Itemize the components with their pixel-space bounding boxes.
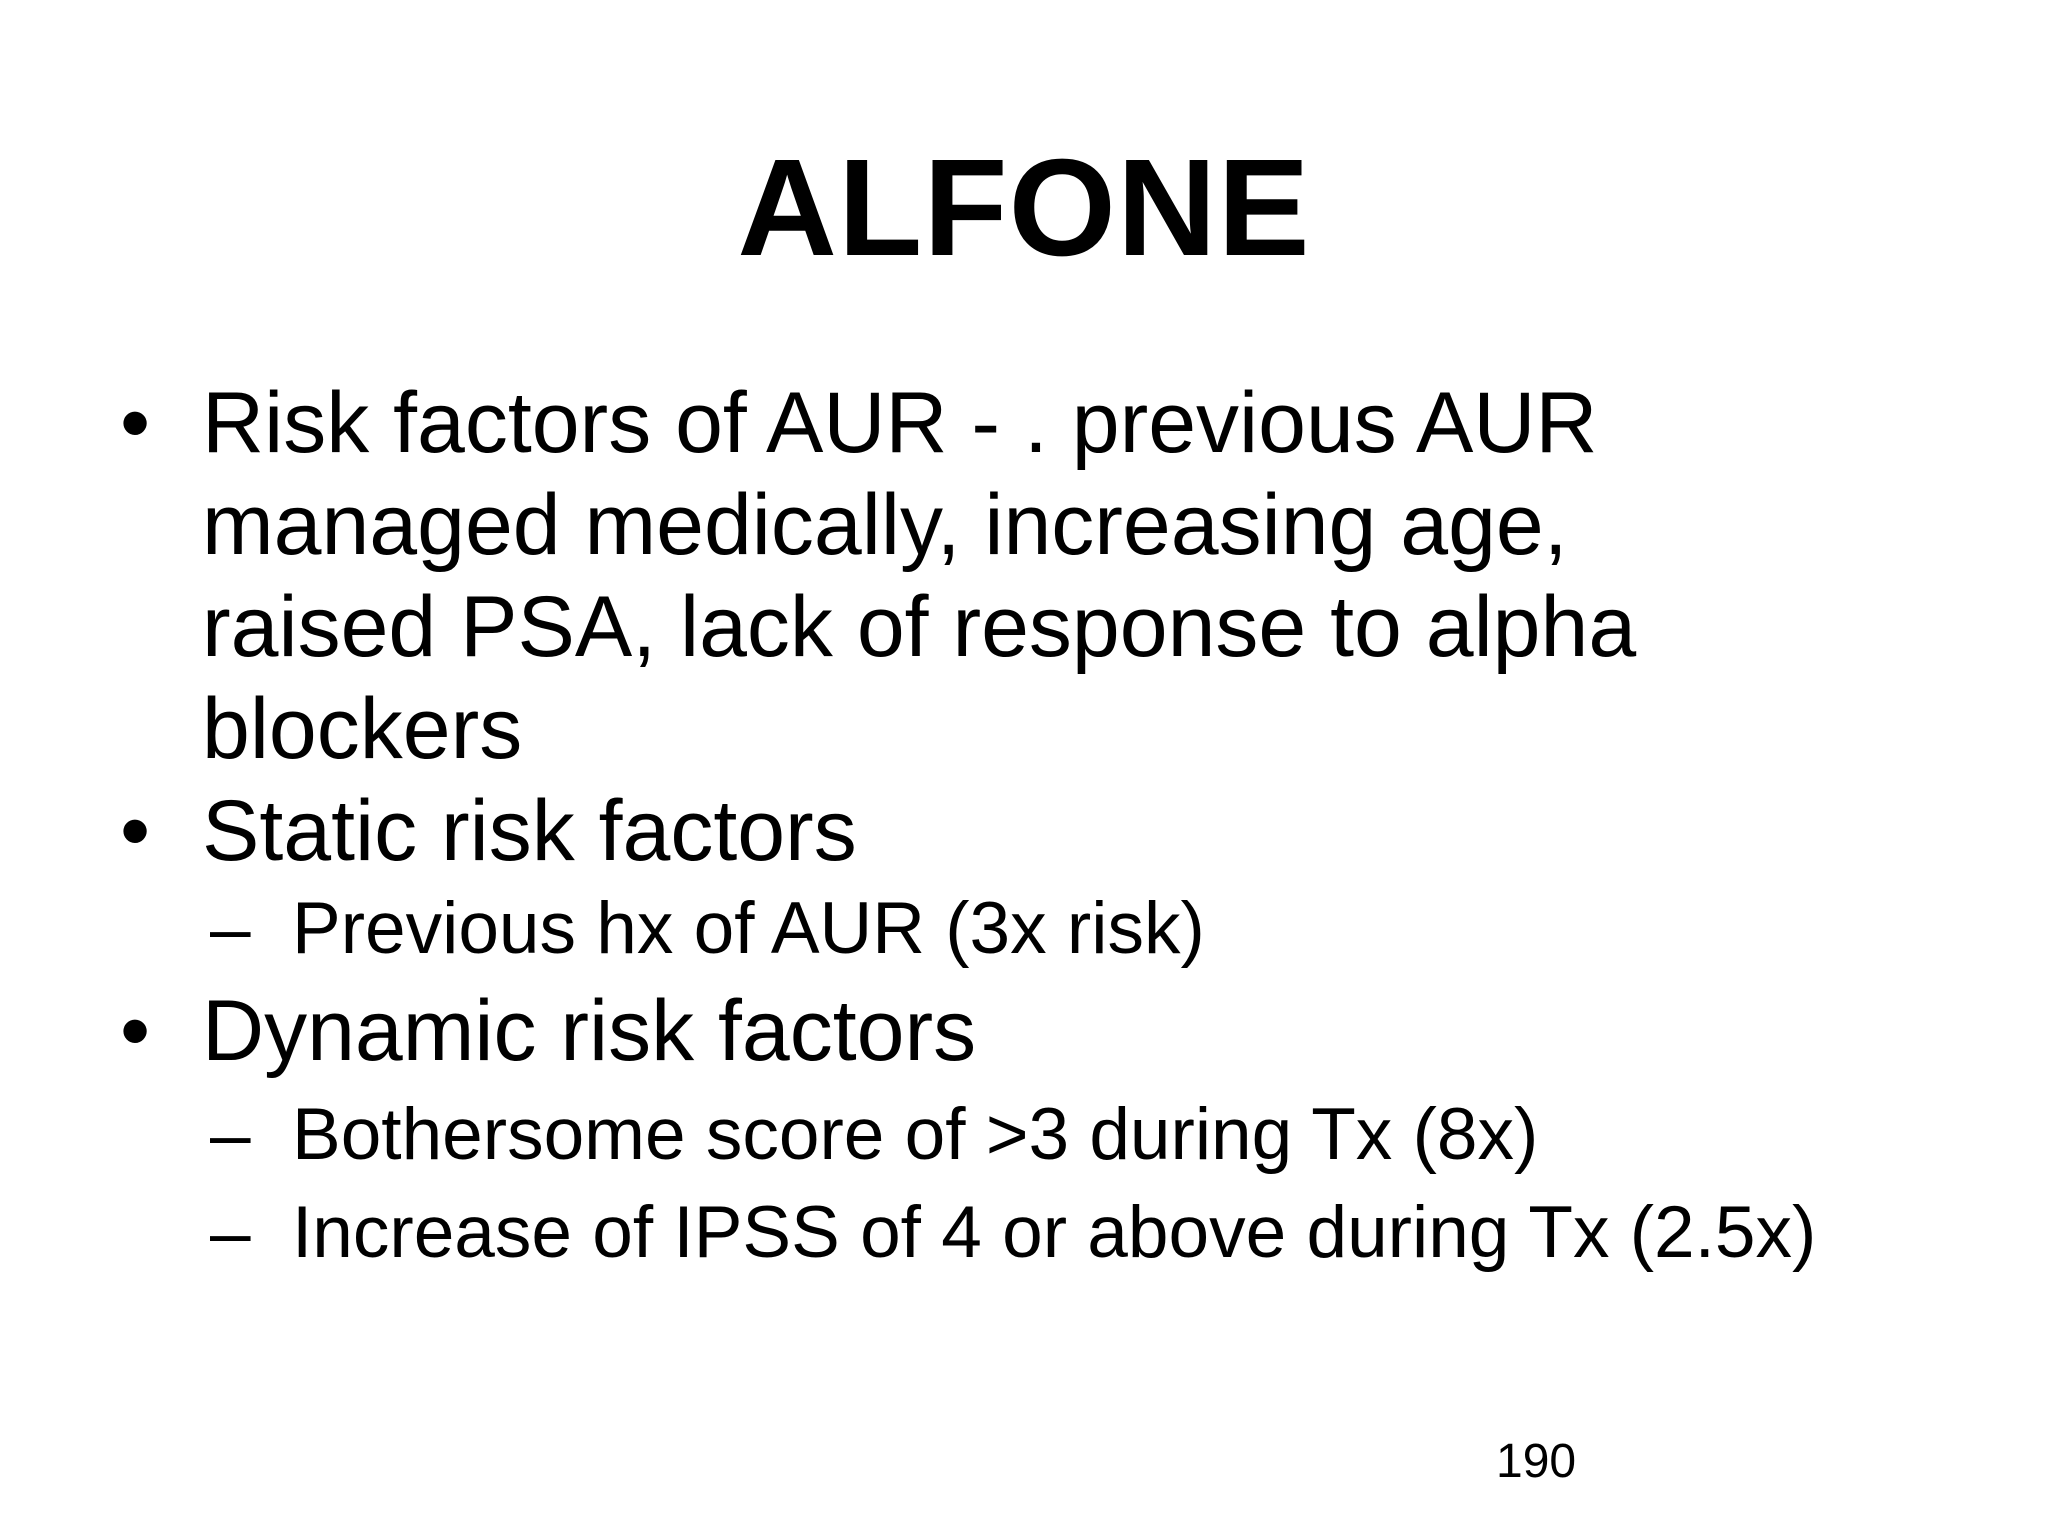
slide-title: ALFONE: [737, 131, 1311, 285]
dash-marker: –: [210, 1094, 251, 1175]
bullet-item: [120, 980, 1820, 1082]
bullet-marker: •: [120, 983, 151, 1079]
bullet-item: [120, 372, 1820, 780]
sub-bullet-text: Increase of IPSS of 4 or above during Tx (2.5x): [292, 1192, 1817, 1273]
bullet-text: Dynamic risk factors: [202, 983, 977, 1079]
sub-bullet-item: [210, 884, 1820, 974]
dash-marker: –: [210, 1192, 251, 1273]
sub-bullet-text: Bothersome score of >3 during Tx (8x): [292, 1094, 1539, 1175]
bullet-text: Static risk factors: [202, 783, 857, 879]
bullet-item: [120, 780, 1820, 882]
sub-bullet-item: [210, 1090, 1820, 1180]
bullet-list: [120, 372, 1820, 1278]
bullet-marker: •: [120, 783, 151, 879]
bullet-marker: •: [120, 375, 151, 471]
dash-marker: –: [210, 888, 251, 969]
page-number: 190: [1496, 1435, 1577, 1488]
sub-bullet-item: [210, 1188, 1820, 1278]
sub-bullet-text: Previous hx of AUR (3x risk): [292, 888, 1205, 969]
bullet-text: Risk factors of AUR - . previous AUR managed medically, increasing age, raised PSA, lack of response to alpha blockers: [202, 375, 1637, 777]
